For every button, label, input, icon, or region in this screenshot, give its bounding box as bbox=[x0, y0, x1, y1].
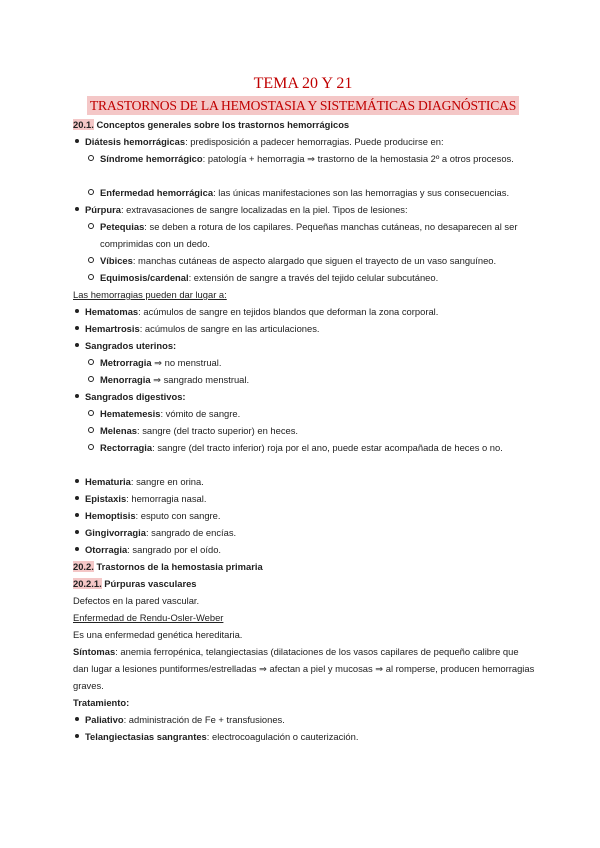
bullet-icon bbox=[75, 326, 79, 330]
page-title: TEMA 20 Y 21 bbox=[253, 75, 353, 92]
section-title: Púrpuras vasculares bbox=[101, 578, 197, 589]
list-item: Gingivorragia: sangrado de encías. bbox=[73, 524, 535, 541]
list-item: Sangrados digestivos: bbox=[73, 388, 535, 405]
bullet-icon bbox=[75, 530, 79, 534]
bullet-icon bbox=[75, 717, 79, 721]
circle-bullet-icon bbox=[88, 444, 94, 450]
bullet-icon bbox=[75, 734, 79, 738]
subheading: Enfermedad de Rendu-Osler-Weber bbox=[73, 612, 224, 623]
circle-bullet-icon bbox=[88, 223, 94, 229]
bullet-icon bbox=[75, 207, 79, 211]
section-title: Trastornos de la hemostasia primaria bbox=[93, 561, 263, 572]
section-title: Conceptos generales sobre los trastornos hemorrágicos bbox=[93, 119, 350, 130]
paragraph: Es una enfermedad genética hereditaria. bbox=[73, 629, 243, 640]
section-heading-20-2 bbox=[73, 558, 535, 575]
bullet-icon bbox=[75, 513, 79, 517]
list-item: Síndrome hemorrágico: patología + hemorragia ⇒ trastorno de la hemostasia 2º a otros procesos. bbox=[73, 150, 535, 184]
bullet-icon bbox=[75, 394, 79, 398]
bullet-icon bbox=[75, 496, 79, 500]
paragraph: Tratamiento: bbox=[73, 697, 130, 708]
list-item: Metrorragia ⇒ no menstrual. bbox=[73, 354, 535, 371]
list-item: Paliativo: administración de Fe + transfusiones. bbox=[73, 711, 535, 728]
list-item: Enfermedad hemorrágica: las únicas manifestaciones son las hemorragias y sus consecuencias. bbox=[73, 184, 535, 201]
circle-bullet-icon bbox=[88, 155, 94, 161]
section-heading-20-2-1 bbox=[73, 575, 535, 592]
section-heading-20-1 bbox=[73, 116, 535, 133]
list-item: Sangrados uterinos: bbox=[73, 337, 535, 354]
list-item: Hematuria: sangre en orina. bbox=[73, 473, 535, 490]
list-item: Otorragia: sangrado por el oído. bbox=[73, 541, 535, 558]
paragraph: Defectos en la pared vascular. bbox=[73, 595, 200, 606]
circle-bullet-icon bbox=[88, 359, 94, 365]
list-item: Rectorragia: sangre (del tracto inferior) roja por el ano, puede estar acompañada de heces o no. bbox=[73, 439, 535, 473]
bullet-icon bbox=[75, 139, 79, 143]
section-number: 20.2.1. bbox=[73, 578, 102, 589]
circle-bullet-icon bbox=[88, 274, 94, 280]
bullet-icon bbox=[75, 547, 79, 551]
circle-bullet-icon bbox=[88, 410, 94, 416]
circle-bullet-icon bbox=[88, 257, 94, 263]
section-number: 20.1. bbox=[73, 119, 94, 130]
bullet-icon bbox=[75, 343, 79, 347]
list-item: Hematemesis: vómito de sangre. bbox=[73, 405, 535, 422]
circle-bullet-icon bbox=[88, 427, 94, 433]
list-item: Menorragia ⇒ sangrado menstrual. bbox=[73, 371, 535, 388]
paragraph: Las hemorragias pueden dar lugar a: bbox=[73, 289, 227, 300]
list-item: Púrpura: extravasaciones de sangre localizadas en la piel. Tipos de lesiones: bbox=[73, 201, 535, 218]
list-item: Melenas: sangre (del tracto superior) en heces. bbox=[73, 422, 535, 439]
list-item: Hematomas: acúmulos de sangre en tejidos blandos que deforman la zona corporal. bbox=[73, 303, 535, 320]
circle-bullet-icon bbox=[88, 376, 94, 382]
list-item: Víbices: manchas cutáneas de aspecto alargado que siguen el trayecto de un vaso sanguíneo. bbox=[73, 252, 535, 269]
bullet-icon bbox=[75, 309, 79, 313]
paragraph: Síntomas: anemia ferropénica, telangiectasias (dilataciones de los vasos capilares de pequeño calibre que dan lugar a lesiones puntiformes/estrelladas ⇒ afectan a piel y mucosas ⇒ al romperse, producen hemorragias graves. bbox=[73, 646, 535, 691]
list-item: Epistaxis: hemorragia nasal. bbox=[73, 490, 535, 507]
list-item: Diátesis hemorrágicas: predisposición a padecer hemorragias. Puede producirse en: bbox=[73, 133, 535, 150]
page-subtitle: TRASTORNOS DE LA HEMOSTASIA Y SISTEMÁTICAS DIAGNÓSTICAS bbox=[87, 96, 519, 115]
document-body bbox=[73, 116, 535, 745]
list-item: Hemartrosis: acúmulos de sangre en las articulaciones. bbox=[73, 320, 535, 337]
list-item: Equimosis/cardenal: extensión de sangre a través del tejido celular subcutáneo. bbox=[73, 269, 535, 286]
list-item: Telangiectasias sangrantes: electrocoagulación o cauterización. bbox=[73, 728, 535, 745]
section-number: 20.2. bbox=[73, 561, 94, 572]
list-item: Petequias: se deben a rotura de los capilares. Pequeñas manchas cutáneas, no desaparecen al ser comprimidas con un dedo. bbox=[73, 218, 535, 252]
list-item: Hemoptisis: esputo con sangre. bbox=[73, 507, 535, 524]
circle-bullet-icon bbox=[88, 189, 94, 195]
bullet-icon bbox=[75, 479, 79, 483]
